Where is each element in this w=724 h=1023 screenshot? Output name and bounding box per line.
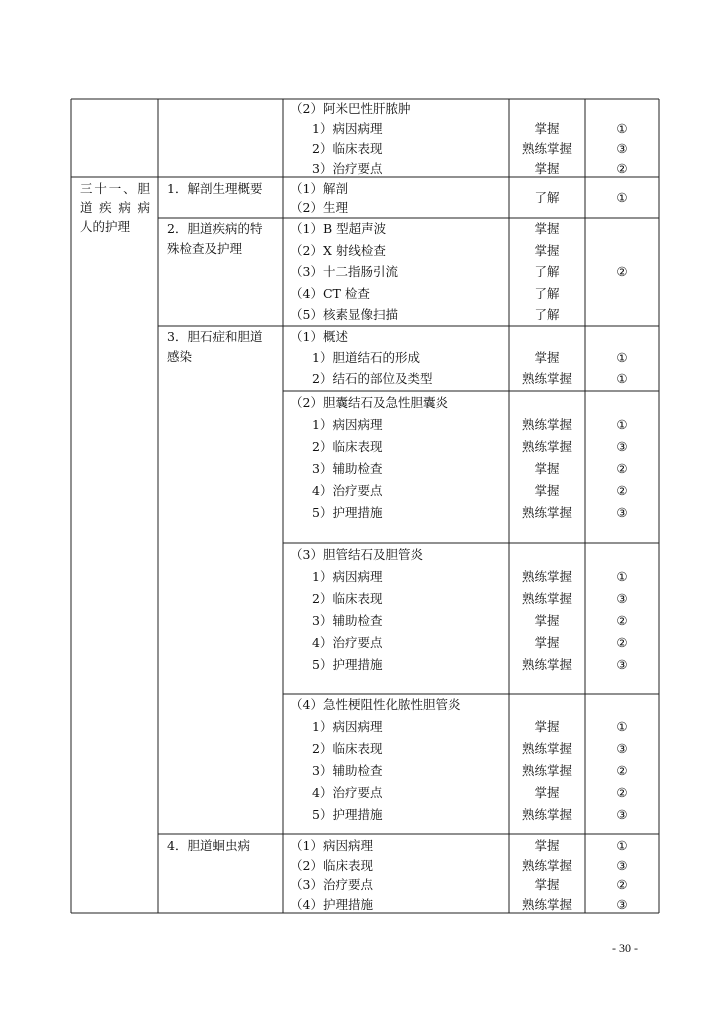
topic-anatomy: 1．解剖生理概要 (167, 181, 263, 196)
cholecystitis-level: ③ (616, 439, 628, 454)
cholecystitis-level: ③ (616, 505, 628, 520)
ascariasis-requirement: 熟练掌握 (521, 896, 572, 912)
ascariasis-requirement: 熟练掌握 (521, 857, 572, 873)
aosc-level: ② (616, 763, 628, 778)
exam-item: （3）十二指肠引流 (290, 264, 398, 279)
cholecystitis-item: 5）护理措施 (312, 505, 383, 520)
topic-special-exams: 殊检查及护理 (167, 241, 243, 256)
cholangitis-requirement: 掌握 (534, 635, 560, 650)
aosc-item: 2）临床表现 (312, 741, 383, 756)
cholangitis-item: 5）护理措施 (312, 657, 383, 672)
aosc-requirement: 熟练掌握 (521, 741, 572, 756)
cholecystitis-requirement: 熟练掌握 (521, 417, 572, 432)
gallstone-overview-requirement: 掌握 (534, 350, 560, 365)
cholecystitis-requirement: 熟练掌握 (521, 439, 572, 454)
ascariasis-requirement: 掌握 (534, 877, 560, 892)
cholangitis-level: ② (616, 635, 628, 650)
page-number: - 30 - (612, 941, 638, 955)
cholangitis-item: 1）病因病理 (312, 569, 383, 584)
topic-gallstones: 3．胆石症和胆道 (167, 329, 263, 344)
aosc-requirement: 掌握 (534, 785, 560, 800)
unit-title-line: 人的护理 (80, 219, 131, 234)
cholecystitis-item: 1）病因病理 (312, 417, 383, 432)
liver-abscess-requirement: 掌握 (534, 161, 560, 176)
exam-level: ② (616, 264, 628, 279)
anatomy-item: （1）解剖 (290, 181, 348, 196)
gallstone-overview-level: ① (616, 371, 628, 386)
liver-abscess-item: （2）阿米巴性肝脓肿 (290, 101, 411, 116)
ascariasis-level: ① (616, 838, 628, 853)
cholecystitis-item: 2）临床表现 (312, 439, 383, 454)
exam-item: （4）CT 检查 (290, 285, 370, 301)
gallstone-overview-item: 2）结石的部位及类型 (312, 371, 433, 386)
ascariasis-level: ② (616, 877, 628, 892)
liver-abscess-item: 3）治疗要点 (312, 161, 383, 176)
exam-item: （5）核素显像扫描 (290, 307, 398, 322)
ascariasis-level: ③ (616, 857, 628, 873)
exam-requirement: 了解 (534, 307, 560, 322)
cholangitis-level: ③ (616, 591, 628, 606)
aosc-requirement: 熟练掌握 (521, 807, 572, 822)
cholangitis-item: 4）治疗要点 (312, 635, 383, 650)
gallstone-overview-level: ① (616, 350, 628, 365)
aosc-item: （4）急性梗阻性化脓性胆管炎 (290, 697, 461, 712)
liver-abscess-requirement: 熟练掌握 (521, 141, 572, 156)
cholangitis-item: 2）临床表现 (312, 591, 383, 606)
cholangitis-item: （3）胆管结石及胆管炎 (290, 547, 423, 562)
aosc-level: ② (616, 785, 628, 800)
cholecystitis-requirement: 掌握 (534, 483, 560, 498)
cholangitis-requirement: 熟练掌握 (521, 569, 572, 584)
gallstone-overview-requirement: 熟练掌握 (521, 371, 572, 386)
exam-requirement: 了解 (534, 285, 560, 301)
ascariasis-requirement: 掌握 (534, 838, 560, 853)
anatomy-requirement: 了解 (534, 190, 560, 205)
ascariasis-item: （4）护理措施 (290, 896, 373, 912)
cholecystitis-item: 4）治疗要点 (312, 483, 383, 498)
cholecystitis-level: ① (616, 417, 628, 432)
liver-abscess-requirement: 掌握 (534, 121, 560, 136)
aosc-level: ③ (616, 741, 628, 756)
liver-abscess-level: ③ (616, 141, 628, 156)
liver-abscess-item: 2）临床表现 (312, 141, 383, 156)
unit-title-line: 道疾病病 (80, 200, 150, 215)
cholangitis-requirement: 掌握 (534, 613, 560, 628)
anatomy-level: ① (616, 190, 628, 205)
aosc-item: 1）病因病理 (312, 719, 383, 734)
exam-requirement: 掌握 (534, 242, 560, 258)
anatomy-item: （2）生理 (290, 200, 348, 215)
ascariasis-item: （1）病因病理 (290, 838, 373, 853)
ascariasis-item: （3）治疗要点 (290, 877, 373, 892)
exam-requirement: 掌握 (534, 221, 560, 236)
aosc-requirement: 熟练掌握 (521, 763, 572, 778)
gallstone-overview-item: （1）概述 (290, 329, 348, 344)
topic-special-exams: 2．胆道疾病的特 (167, 221, 263, 236)
unit-title-line: 三十一、胆 (80, 181, 150, 196)
topic-ascariasis: 4．胆道蛔虫病 (167, 838, 250, 853)
cholangitis-level: ① (616, 569, 628, 584)
cholangitis-level: ② (616, 613, 628, 628)
cholecystitis-level: ② (616, 483, 628, 498)
aosc-item: 4）治疗要点 (312, 785, 383, 800)
aosc-item: 5）护理措施 (312, 807, 383, 822)
gallstone-overview-item: 1）胆道结石的形成 (312, 350, 420, 365)
cholecystitis-level: ② (616, 461, 628, 476)
exam-item: （1）B 型超声波 (290, 221, 387, 236)
cholangitis-requirement: 熟练掌握 (521, 591, 572, 606)
exam-item: （2）X 射线检查 (290, 242, 386, 258)
aosc-requirement: 掌握 (534, 719, 560, 734)
aosc-level: ③ (616, 807, 628, 822)
cholecystitis-item: 3）辅助检查 (312, 461, 383, 476)
ascariasis-level: ③ (616, 896, 628, 912)
cholangitis-level: ③ (616, 657, 628, 672)
topic-gallstones: 感染 (167, 349, 193, 364)
aosc-level: ① (616, 719, 628, 734)
ascariasis-item: （2）临床表现 (290, 857, 373, 873)
cholecystitis-requirement: 熟练掌握 (521, 505, 572, 520)
liver-abscess-level: ② (616, 161, 628, 176)
exam-requirement: 了解 (534, 264, 560, 279)
cholangitis-item: 3）辅助检查 (312, 613, 383, 628)
liver-abscess-level: ① (616, 121, 628, 136)
aosc-item: 3）辅助检查 (312, 763, 383, 778)
liver-abscess-item: 1）病因病理 (312, 121, 383, 136)
cholecystitis-requirement: 掌握 (534, 461, 560, 476)
cholecystitis-item: （2）胆囊结石及急性胆囊炎 (290, 395, 448, 410)
cholangitis-requirement: 熟练掌握 (521, 657, 572, 672)
